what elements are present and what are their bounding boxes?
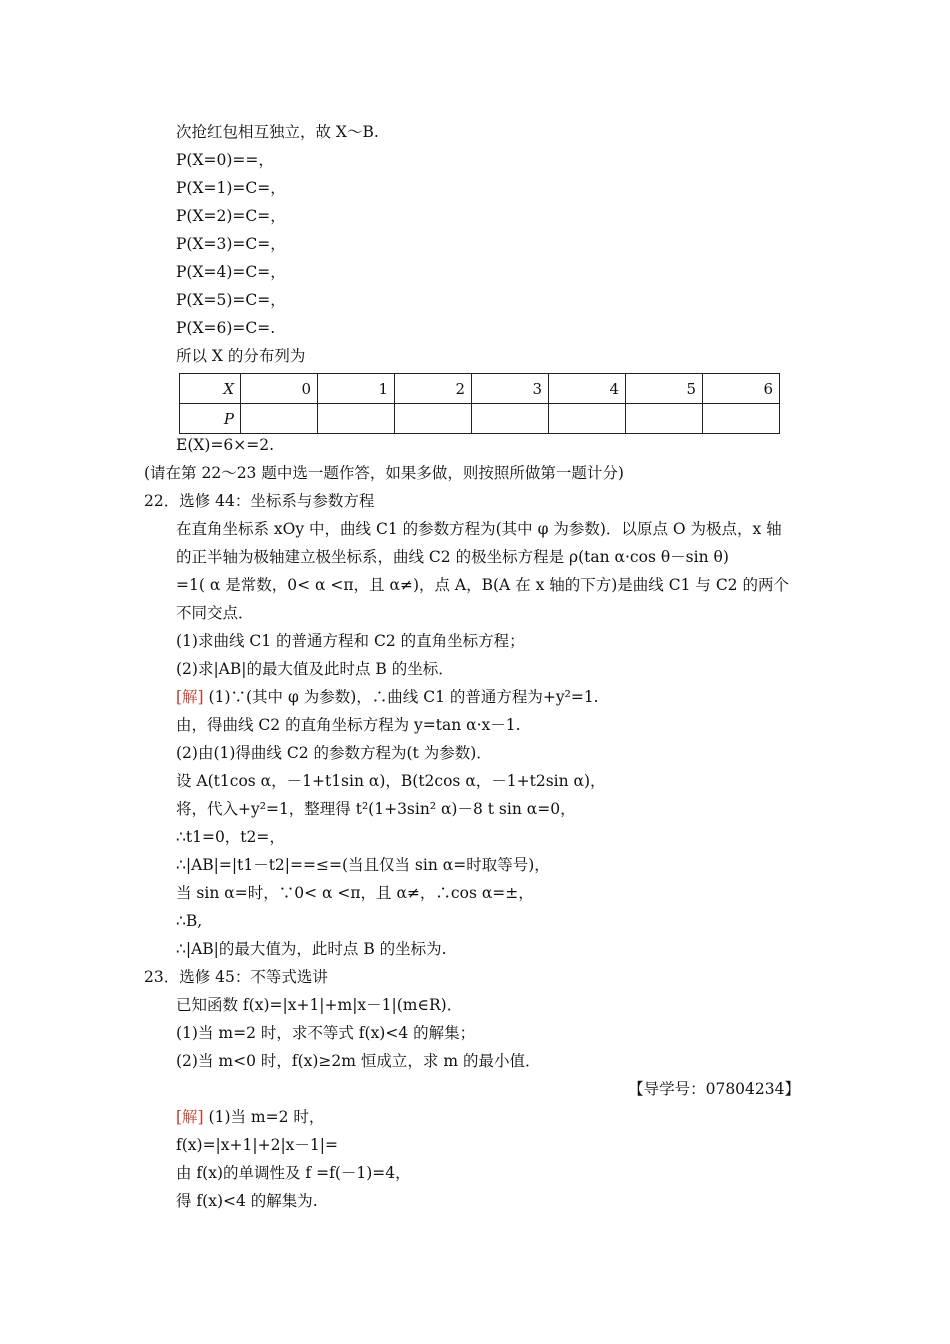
text-line: ∴|AB|=|t1－t2|==≤=(当且仅当 sin α=时取等号)， [176,856,550,874]
text-line: P(X=3)=C=， [176,235,286,253]
text-line: (2)当 m<0 时，f(x)≥2m 恒成立，求 m 的最小值． [176,1052,541,1070]
text-line: 当 sin α=时，∵0< α <π，且 α≠，∴cos α=±， [176,884,534,902]
text-line: P(X=5)=C=， [176,291,286,309]
text-line: 设 A(t1cos α，－1+t1sin α)，B(t2cos α，－1+t2sin α)， [176,772,606,790]
text-line: P(X=0)==， [176,151,274,169]
table-cell: 1 [318,374,395,404]
solution-line [176,687,599,707]
text-line: 由 f(x)的单调性及 f =f(－1)=4， [176,1164,411,1182]
solution-text: (1)∵(其中 φ 为参数)，∴曲线 C1 的普通方程为+y²=1. [203,688,599,706]
text-line: P(X=1)=C=， [176,179,286,197]
text-line: E(X)=6×=2. [176,436,275,454]
table-cell: 3 [472,374,549,404]
text-line: 的正半轴为极轴建立极坐标系，曲线 C2 的极坐标方程是 ρ(tan α·cos θ－sin θ) [176,548,729,566]
question-23-title: 23．选修 45：不等式选讲 [144,968,328,986]
guide-number: 【导学号：07804234】 [628,1080,800,1098]
text-line: P(X=6)=C=. [176,319,276,337]
table-cell: 2 [395,374,472,404]
text-line: =1( α 是常数，0< α <π，且 α≠)，点 A，B(A 在 x 轴的下方)是曲线 C1 与 C2 的两个 [176,576,789,594]
table-cell-empty [549,404,626,434]
text-line: 将，代入+y²=1，整理得 t²(1+3sin² α)－8 t sin α=0， [176,800,576,818]
distribution-table [179,373,780,434]
table-header-x: X [180,374,241,404]
text-line: (2)由(1)得曲线 C2 的参数方程为(t 为参数)． [176,744,492,762]
text-line: ∴t1=0，t2=， [176,828,285,846]
text-line: 不同交点． [176,604,254,622]
text-line: 得 f(x)<4 的解集为. [176,1192,318,1210]
table-cell: 4 [549,374,626,404]
question-22-title: 22．选修 44：坐标系与参数方程 [144,492,375,510]
text-line: P(X=4)=C=， [176,263,286,281]
text-line: 所以 X 的分布列为 [176,347,306,365]
table-cell: 6 [703,374,780,404]
text-line: 由，得曲线 C2 的直角坐标方程为 y=tan α·x－1. [176,716,521,734]
table-cell: 0 [241,374,318,404]
table-row-p [180,404,780,434]
table-cell-empty [472,404,549,434]
text-line: (2)求|AB|的最大值及此时点 B 的坐标． [176,660,454,678]
table-cell: 5 [626,374,703,404]
solution-tag: [解] [176,688,204,706]
table-cell-empty [318,404,395,434]
text-line: 在直角坐标系 xOy 中，曲线 C1 的参数方程为(其中 φ 为参数)．以原点 O 为极点，x 轴 [176,520,782,538]
text-line: (1)当 m=2 时，求不等式 f(x)<4 的解集； [176,1024,476,1042]
text-line: P(X=2)=C=， [176,207,286,225]
solution-text: (1)当 m=2 时， [203,1108,325,1126]
text-line: ∴B, [176,912,203,930]
table-cell-empty [395,404,472,434]
table-row-x [180,374,780,404]
text-line: f(x)=|x+1|+2|x－1|= [176,1136,338,1154]
table-cell-empty [241,404,318,434]
text-line: (1)求曲线 C1 的普通方程和 C2 的直角坐标方程； [176,632,525,650]
text-line: 已知函数 f(x)=|x+1|+m|x－1|(m∈R)． [176,996,463,1014]
table-cell-empty [626,404,703,434]
text-line: 次抢红包相互独立，故 X～B. [176,123,379,141]
solution-tag: [解] [176,1108,204,1126]
table-cell-empty [703,404,780,434]
instruction-note: (请在第 22～23 题中选一题作答，如果多做，则按照所做第一题计分) [144,464,624,482]
text-line: ∴|AB|的最大值为，此时点 B 的坐标为. [176,940,447,958]
table-header-p: P [180,404,241,434]
solution-line [176,1107,324,1127]
